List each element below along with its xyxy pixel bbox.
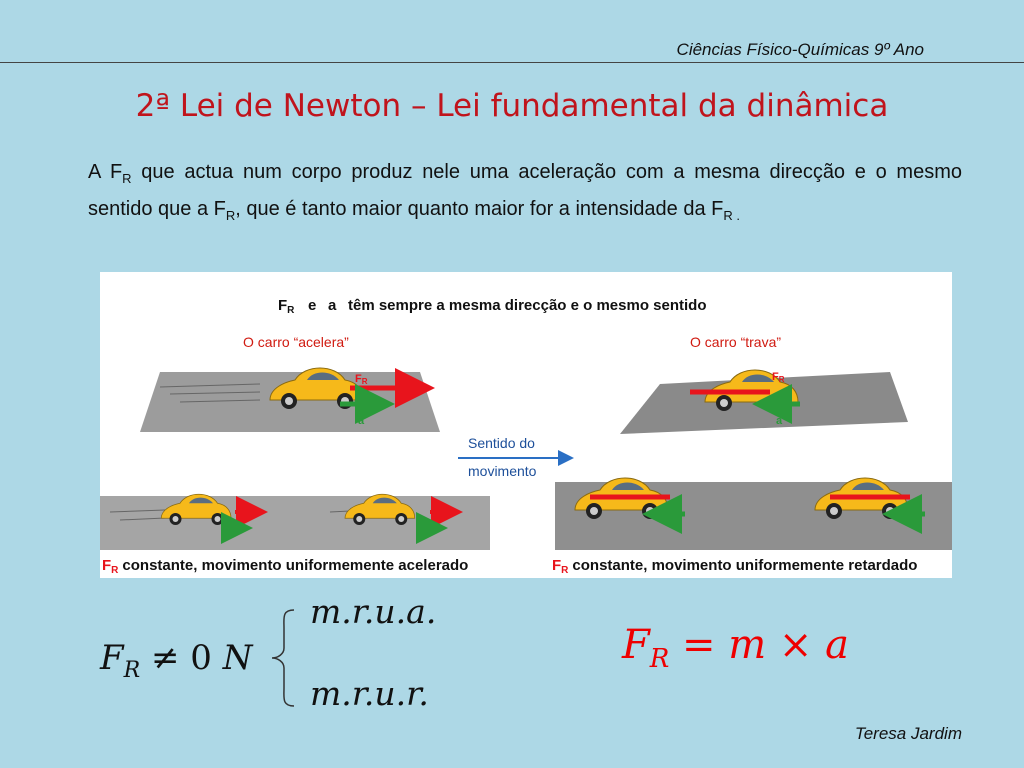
vector-f-1: F [355,373,362,385]
caption-symbol-f: F [278,297,288,314]
svg-text:FRconstante, movimento uniform [102,557,468,576]
caption-symbol-a: a [328,297,337,314]
paragraph-text-1: A F [88,161,123,183]
scene-uniformly-retarded [555,478,952,550]
vector-f-sub-2: R [778,375,785,384]
label-brakes: O carro “trava” [690,334,782,350]
scene-uniformly-accelerated [100,494,490,550]
figure-illustration [100,272,952,578]
caption-left-symbol-sub: R [111,565,119,576]
subscript-r-1: R [122,171,132,186]
vector-f-sub-1: R [361,377,368,386]
vector-a-1: a [358,415,365,427]
caption-text: têm sempre a mesma direcção e o mesmo sentido [348,297,707,314]
vector-f-2: F [772,371,779,383]
case-uniformly-accelerated: m.r.u.a. [310,592,437,631]
newton-law-figure [100,272,952,578]
caption-right-symbol-sub: R [561,565,569,576]
header-divider [0,62,1024,63]
svg-text:FRconstante, movimento uniform [552,557,917,576]
course-header: Ciências Físico-Químicas 9º Ano [676,40,924,59]
direction-of-motion [458,435,570,479]
eq-lhs-f: F [100,638,124,678]
eq-lhs-unit: N [222,638,253,678]
case-uniformly-retarded: m.r.u.r. [310,674,429,713]
definition-paragraph [88,157,962,231]
subscript-r-2: R [225,208,236,223]
scene-braking [620,370,908,434]
direction-line1: Sentido do [468,435,535,451]
eq-rhs-sub: R [649,644,670,674]
eq-rhs-f: F [622,622,650,668]
paragraph-text-2: que actua num corpo produz nele uma aceleração com a mesma direcção e o mesmo sentido que a F [88,161,962,220]
scene-accelerating [140,368,440,432]
caption-left-symbol: F [102,557,112,574]
caption-right-symbol: F [552,557,562,574]
slide-title: 2ª Lei de Newton – Lei fundamental da dinâmica [135,88,889,124]
svg-text:FR [278,297,295,316]
eq-lhs-rest: ≠ 0 [140,638,223,678]
caption-conj: e [308,297,317,314]
author-footer: Teresa Jardim [854,724,962,743]
direction-line2: movimento [468,463,537,479]
newton-second-law-equation [622,622,849,674]
svg-text:FR [772,371,785,384]
caption-retarded: constante, movimento uniformemente retardado [572,557,918,574]
vector-a-2: a [776,415,783,427]
caption-accelerated: constante, movimento uniformemente acelerado [122,557,469,574]
eq-rhs-rest: = m × a [669,622,850,668]
brace-icon [268,608,298,708]
eq-lhs-sub: R [123,657,141,683]
label-accelerates: O carro “acelera” [243,334,349,350]
subscript-r-3: R . [723,208,740,223]
caption-symbol-f-sub: R [287,305,295,316]
force-nonzero-equation [100,638,252,683]
paragraph-text-3: , que é tanto maior quanto maior for a intensidade da F [235,198,724,220]
